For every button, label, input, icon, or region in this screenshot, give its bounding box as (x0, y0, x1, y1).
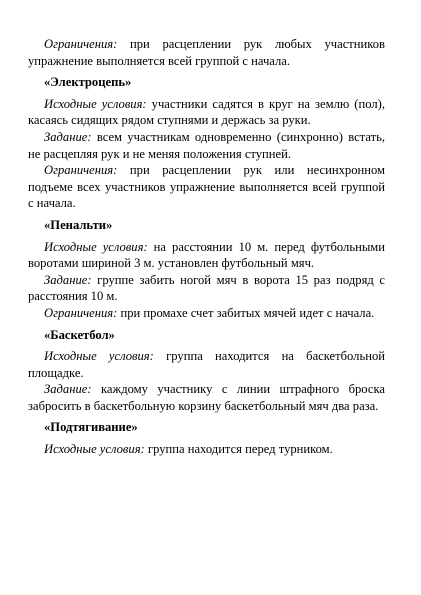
paragraph-initial-conditions (28, 441, 385, 458)
section-title-electrochain: «Электроцепь» (44, 75, 132, 90)
paragraph-text: при расцеплении рук любых участников упражнение выполняется всей группой с начала. (28, 37, 385, 68)
paragraph-label: Ограничения: (44, 37, 118, 51)
paragraph-label: Исходные условия: (44, 349, 154, 364)
paragraph-restrictions (28, 162, 385, 212)
paragraph-task (28, 129, 385, 162)
paragraph-text: группа находится перед турником. (144, 442, 333, 457)
paragraph-initial-conditions (28, 348, 385, 381)
paragraph-text: группе забить ногой мяч в ворота 15 раз подряд с расстояния 10 м. (28, 272, 385, 304)
paragraph-initial-conditions (28, 96, 385, 129)
paragraph-label: Ограничения: (44, 163, 118, 178)
paragraph-task (28, 381, 385, 414)
paragraph-label: Исходные условия: (44, 96, 147, 111)
paragraph-label: Ограничения: (44, 305, 118, 320)
section-title-basketball: «Баскетбол» (44, 327, 115, 342)
paragraph-text: каждому участнику с линии штрафного броска забросить в баскетбольную корзину баскетбольный мяч два раза. (28, 382, 385, 413)
section-title-penalty: «Пенальти» (44, 217, 113, 232)
paragraph-label: Исходные условия: (44, 239, 148, 254)
paragraph-label: Задание: (44, 382, 92, 397)
paragraph-text: при промахе счет забитых мячей идет с начала. (117, 305, 375, 320)
paragraph-restrictions (28, 305, 385, 322)
paragraph-task (28, 272, 385, 305)
paragraph-label: Задание: (44, 272, 92, 287)
paragraph-label: Исходные условия: (44, 442, 145, 457)
paragraph-text: группа находится на баскетбольной площадке. (28, 349, 385, 380)
paragraph-text: при расцеплении рук или несинхронном подъеме всех участников упражнение выполняется всей группой с начала. (28, 163, 385, 211)
section-title-pull-ups: «Подтягивание» (44, 420, 138, 435)
paragraph-label: Задание: (44, 129, 92, 144)
paragraph-text: участники садятся в круг на землю (пол), касаясь сидящих рядом ступнями и держась за руки. (28, 96, 386, 128)
paragraph-initial-conditions (28, 239, 385, 272)
paragraph-restrictions-1 (28, 36, 385, 69)
paragraph-text: всем участникам одновременно (синхронно) встать, не расцепляя рук и не меняя положения ступней. (28, 129, 385, 161)
document-page (28, 36, 385, 458)
paragraph-text: на расстоянии 10 м. перед футбольными воротами шириной 3 м. установлен футбольный мяч. (28, 239, 385, 271)
